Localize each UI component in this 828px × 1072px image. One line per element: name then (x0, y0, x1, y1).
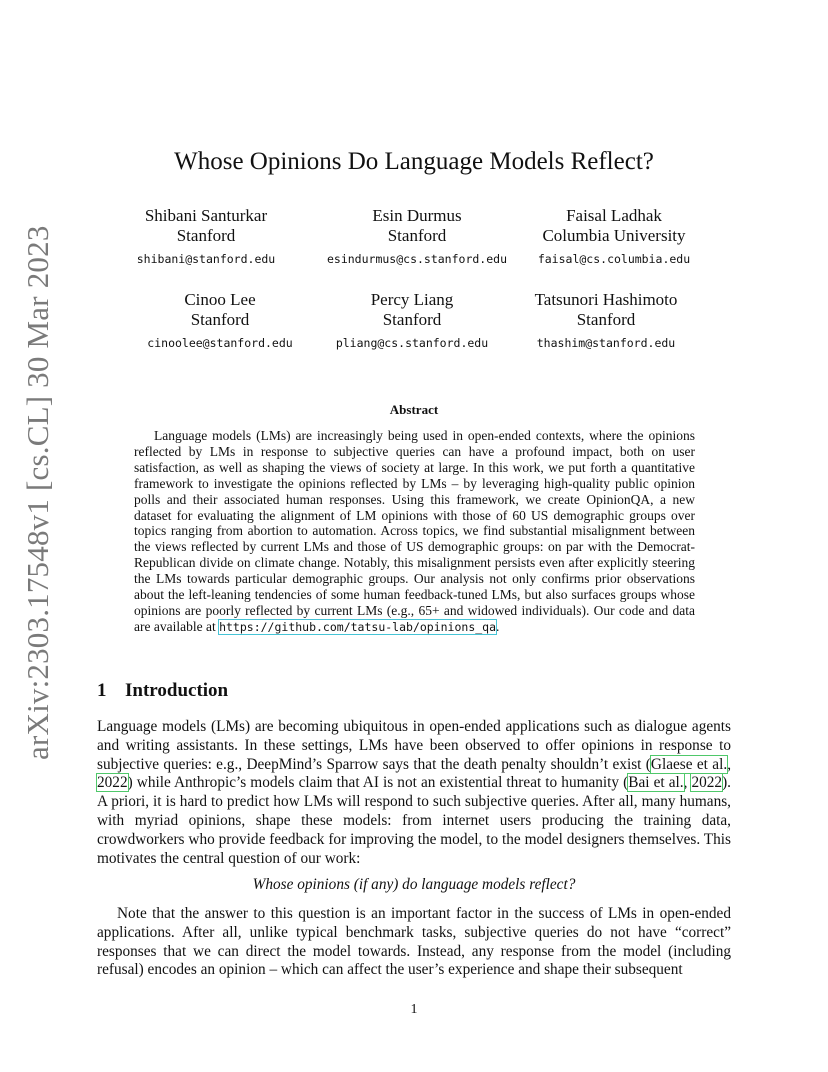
author-name: Cinoo Lee (184, 290, 256, 309)
section-number: 1 (97, 680, 107, 701)
citation-year-link[interactable]: 2022 (97, 774, 128, 792)
author-email[interactable]: cinoolee@stanford.edu (147, 336, 293, 350)
author-block (496, 290, 716, 350)
abstract-text (134, 428, 695, 636)
abstract-end: . (496, 618, 500, 634)
intro-paragraph (97, 718, 731, 868)
author-block (504, 206, 724, 266)
author-name: Tatsunori Hashimoto (534, 290, 678, 309)
author-block (96, 206, 316, 266)
code-repository-link[interactable]: https://github.com/tatsu-lab/opinions_qa (219, 619, 497, 634)
citation-year-link[interactable]: 2022 (691, 774, 723, 792)
page-number: 1 (410, 1002, 418, 1017)
author-affiliation: Stanford (382, 310, 442, 329)
author-name: Esin Durmus (372, 206, 462, 225)
citation-link[interactable]: Glaese et al. (650, 755, 728, 773)
arxiv-identifier-stamp: arXiv:2303.17548v1 [cs.CL] 30 Mar 2023 (20, 225, 55, 760)
author-affiliation: Stanford (176, 226, 236, 245)
intro-paragraph: Note that the answer to this question is an important factor in the success of LMs in open-ended applications. After all, unlike typical benchmark tasks, subjective queries do not have “correct” responses that we can direct the model towards. Instead, any response from the model (including refusal) encodes an opinion – which can affect the user’s experience and shape their subsequent (97, 905, 731, 979)
author-email[interactable]: shibani@stanford.edu (136, 252, 276, 266)
central-question: Whose opinions (if any) do language models reflect? (252, 876, 576, 893)
author-email[interactable]: thashim@stanford.edu (536, 336, 676, 350)
author-email[interactable]: faisal@cs.columbia.edu (537, 252, 691, 266)
author-name: Percy Liang (370, 290, 454, 309)
citation-separator: , (683, 774, 692, 792)
author-affiliation: Stanford (190, 310, 250, 329)
citation-link[interactable]: Bai et al. (628, 774, 684, 792)
author-name: Faisal Ladhak (566, 206, 662, 225)
abstract-heading: Abstract (389, 402, 439, 417)
citation-separator: , (727, 755, 732, 773)
section-title: Introduction (125, 680, 229, 701)
author-affiliation: Stanford (387, 226, 447, 245)
author-affiliation: Columbia University (542, 226, 686, 245)
paragraph-text: Language models (LMs) are becoming ubiquitous in open-ended applications such as dialogue agents and writing assistants. In these settings, LMs have been observed to offer opinions in response to subjective queries: e.g., DeepMind’s Sparrow says that the death penalty shouldn’t exist ( (97, 718, 731, 773)
author-email[interactable]: esindurmus@cs.stanford.edu (326, 252, 507, 266)
abstract-body: Language models (LMs) are increasingly being used in open-ended contexts, where the opinions reflected by LMs in response to subjective queries can have a profound impact, both on user satisfaction, as well as shaping the views of society at large. In this work, we put forth a quantitative framework to investigate the opinions reflected by LMs – by leveraging high-quality public opinion polls and their associated human responses. Using this framework, we create OpinionQA, a new dataset for evaluating the alignment of LM opinions with those of 60 US demographic groups over topics ranging from abortion to automation. Across topics, we find substantial misalignment between the views reflected by current LMs and those of US demographic groups: on par with the Democrat-Republican divide on climate change. Notably, this misalignment persists even after explicitly steering the LMs towards particular demographic groups. Our analysis not only confirms prior observations about the left-leaning tendencies of some human feedback-tuned LMs, but also surfaces groups whose opinions are poorly reflected by current LMs (e.g., 65+ and widowed individuals). Our code and data are available at (134, 428, 695, 634)
author-affiliation: Stanford (576, 310, 636, 329)
author-name: Shibani Santurkar (144, 206, 268, 225)
section-heading (97, 680, 228, 702)
author-block (110, 290, 330, 350)
paragraph-text: ) while Anthropic’s models claim that AI is not an existential threat to humanity ( (127, 774, 629, 792)
paper-title: Whose Opinions Do Language Models Reflect? (174, 148, 654, 175)
author-block (307, 206, 527, 266)
author-block (302, 290, 522, 350)
author-email[interactable]: pliang@cs.stanford.edu (335, 336, 489, 350)
paragraph-text: ). A priori, it is hard to predict how LMs will respond to such subjective queries. After all, many humans, with myriad opinions, shape these models: from internet users producing the training data, crowdworkers who provide feedback for improving the model, to the model designers themselves. This motivates the central question of our work: (97, 774, 731, 867)
